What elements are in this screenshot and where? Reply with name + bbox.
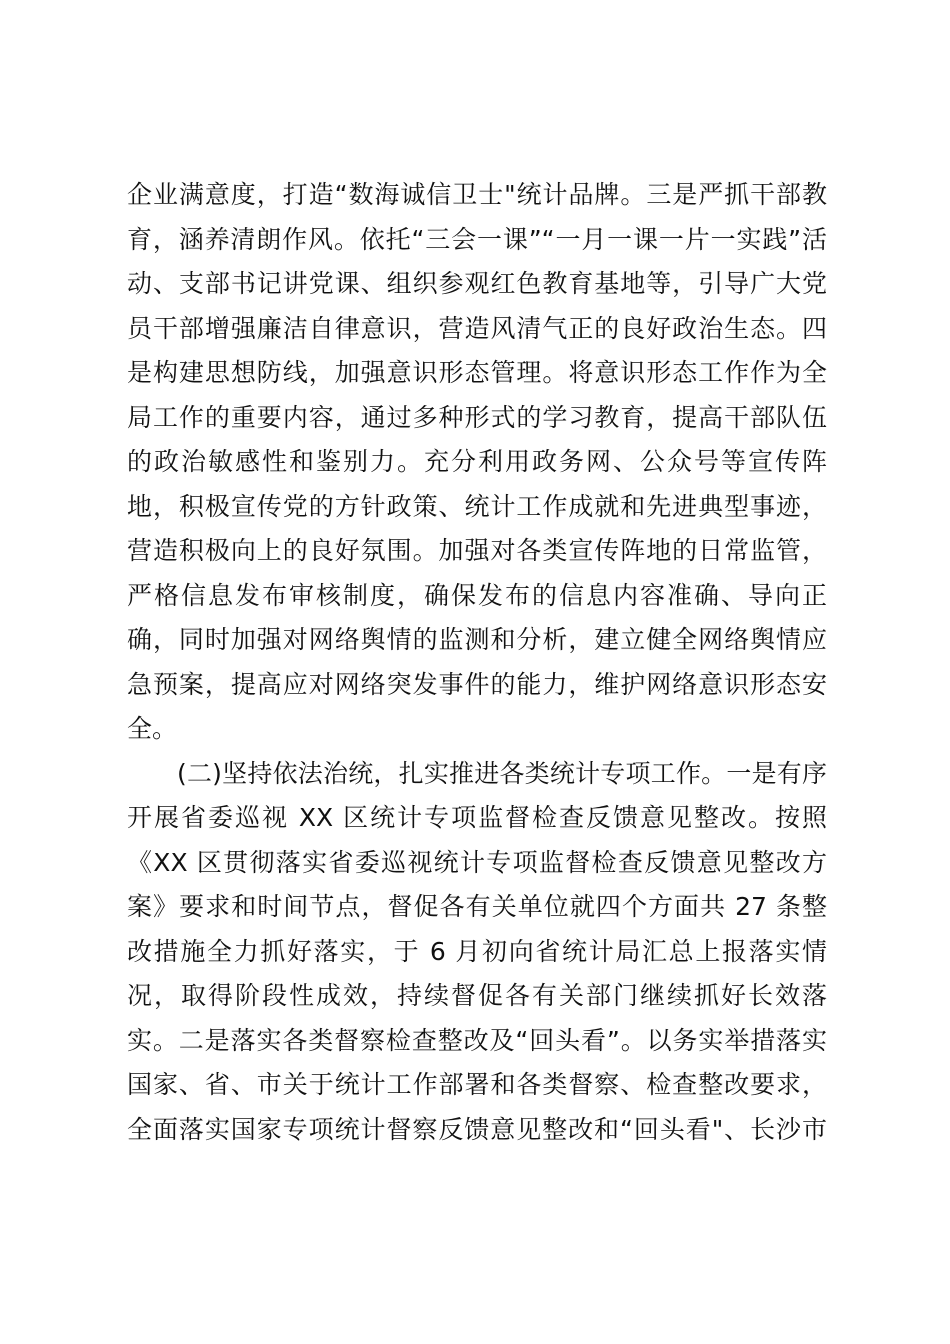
body-text (127, 173, 827, 1152)
text-line: 全。 (127, 714, 178, 743)
text-line: 动、支部书记讲党课、组织参观红色教育基地等，引导广大党 (127, 269, 827, 298)
text-line: 确，同时加强对网络舆情的监测和分析，建立健全网络舆情应 (127, 625, 827, 654)
text-line: 员干部增强廉洁自律意识，营造风清气正的良好政治生态。四 (127, 313, 827, 343)
text-line: (二)坚持依法治统，扎实推进各类统计专项工作。一是有序 (177, 758, 827, 788)
text-line: 开展省委巡视 XX 区统计专项监督检查反馈意见整改。按照 (127, 803, 827, 832)
text-line: 企业满意度，打造“数海诚信卫士"统计品牌。三是严抓干部教 (127, 180, 827, 209)
text-line: 地，积极宣传党的方针政策、统计工作成就和先进典型事迹， (127, 491, 827, 521)
text-line: 育，涵养清朗作风。依托“三会一课”“一月一课一片一实践”活 (127, 224, 827, 254)
text-line: 国家、省、市关于统计工作部署和各类督察、检查整改要求， (127, 1070, 827, 1099)
text-line: 案》要求和时间节点，督促各有关单位就四个方面共 27 条整 (127, 892, 827, 921)
text-line: 实。二是落实各类督察检查整改及“回头看”。以务实举措落实 (127, 1025, 827, 1055)
text-line: 营造积极向上的良好氛围。加强对各类宣传阵地的日常监管， (127, 536, 827, 565)
text-line: 的政治敏感性和鉴别力。充分利用政务网、公众号等宣传阵 (127, 447, 827, 476)
text-line: 严格信息发布审核制度，确保发布的信息内容准确、导向正 (127, 580, 827, 610)
text-line: 况，取得阶段性成效，持续督促各有关部门继续抓好长效落 (127, 981, 827, 1010)
text-line: 全面落实国家专项统计督察反馈意见整改和“回头看"、长沙市 (127, 1114, 827, 1144)
text-line: 《XX 区贯彻落实省委巡视统计专项监督检查反馈意见整改方 (127, 847, 827, 877)
text-line: 急预案，提高应对网络突发事件的能力，维护网络意识形态安 (127, 669, 827, 699)
text-line: 是构建思想防线，加强意识形态管理。将意识形态工作作为全 (127, 358, 827, 387)
text-line: 改措施全力抓好落实，于 6 月初向省统计局汇总上报落实情 (127, 936, 827, 966)
text-line: 局工作的重要内容，通过多种形式的学习教育，提高干部队伍 (127, 402, 827, 432)
